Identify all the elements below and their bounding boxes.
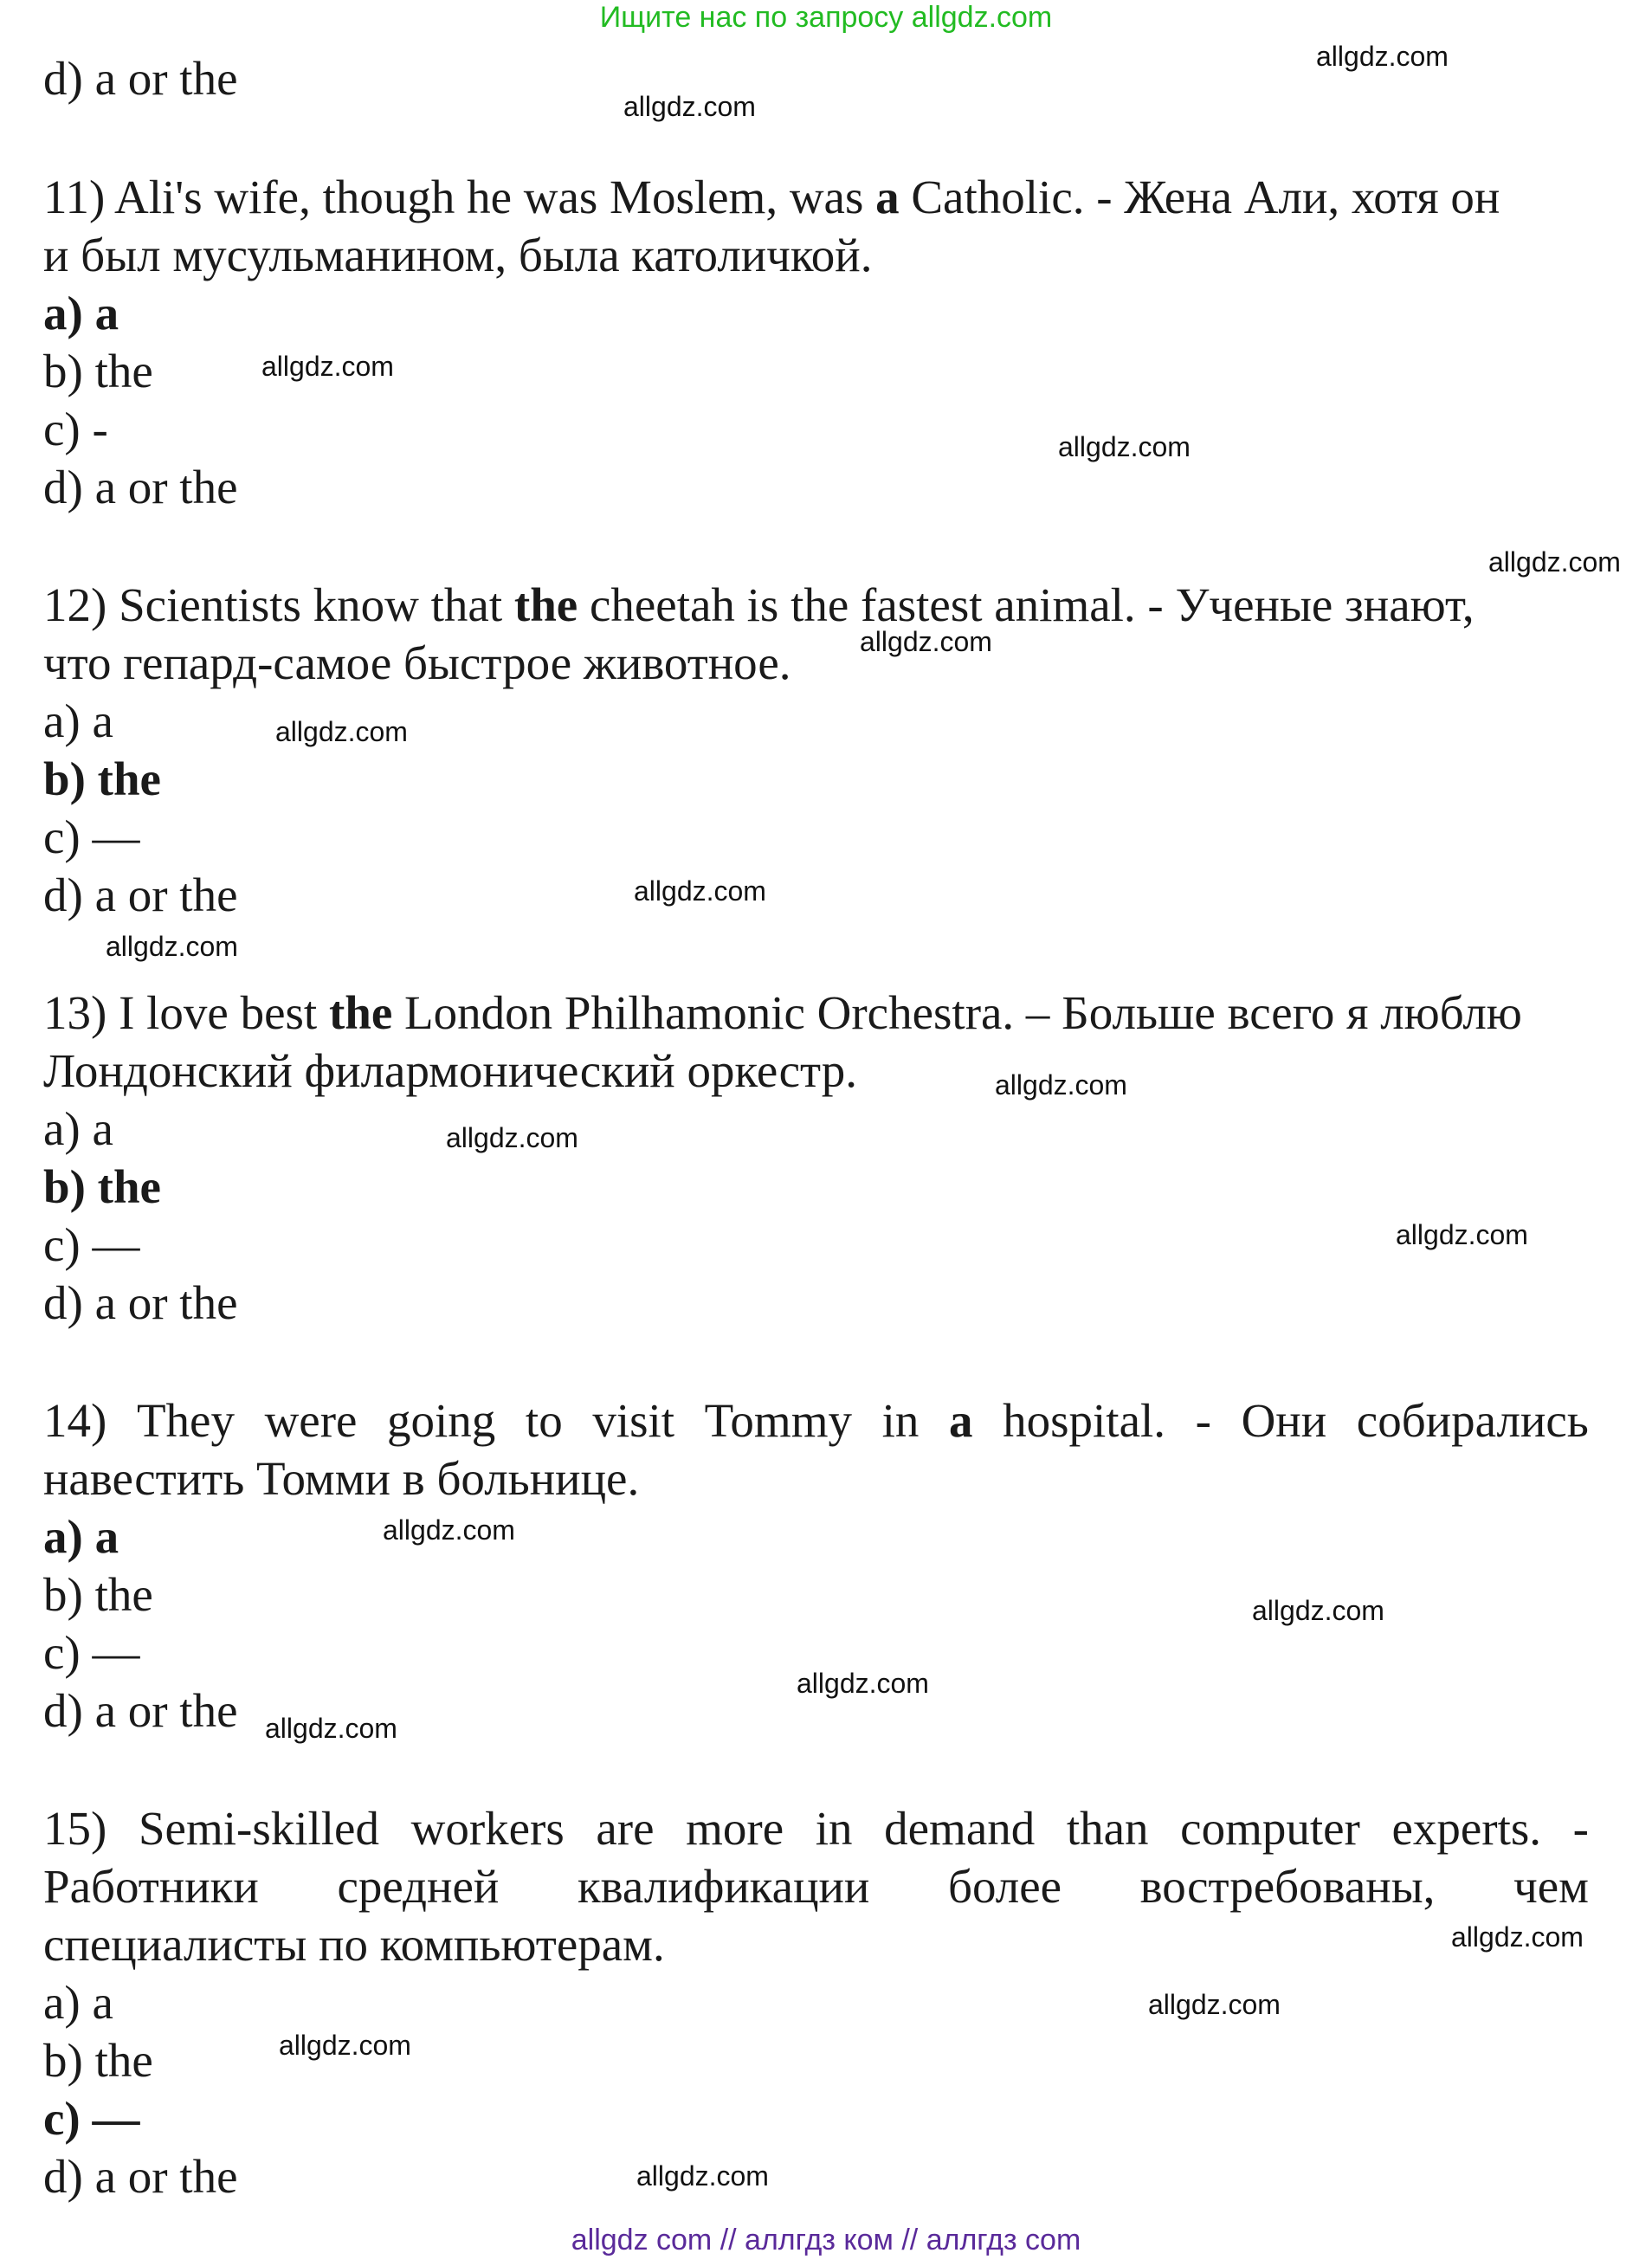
q13-option-c: c) — bbox=[43, 1218, 140, 1271]
question-15-line-1: 15) Semi-skilled workers are more in demand than computer experts. - bbox=[43, 1800, 1589, 1857]
question-11-line-1: 11) Ali's wife, though he was Moslem, was a Catholic. - Жена Али, хотя он bbox=[43, 171, 1500, 223]
watermark: allgdz.com bbox=[860, 626, 992, 657]
watermark: allgdz.com bbox=[1396, 1219, 1528, 1250]
answer-article: the bbox=[513, 578, 578, 631]
question-14-line-1: 14) They were going to visit Tommy in a hospital. - Они собирались bbox=[43, 1392, 1589, 1449]
watermark: allgdz.com bbox=[1451, 1921, 1584, 1953]
q15-option-a: a) a bbox=[43, 1976, 113, 2029]
watermark: allgdz.com bbox=[1316, 41, 1449, 72]
question-number: 12) bbox=[43, 578, 107, 631]
watermark: allgdz.com bbox=[1488, 546, 1621, 578]
question-13-line-1: 13) I love best the London Philhamonic Orchestra. – Больше всего я люблю bbox=[43, 986, 1522, 1039]
watermark: allgdz.com bbox=[634, 875, 766, 907]
watermark: allgdz.com bbox=[995, 1069, 1127, 1101]
answer-article: a bbox=[949, 1394, 973, 1447]
watermark: allgdz.com bbox=[265, 1713, 397, 1744]
question-number: 14) bbox=[43, 1394, 107, 1447]
q13-option-d: d) a or the bbox=[43, 1276, 238, 1329]
q12-option-b: b) the bbox=[43, 752, 161, 805]
q12-option-a: a) a bbox=[43, 694, 113, 747]
watermark: allgdz.com bbox=[636, 2160, 769, 2192]
q11-option-c: c) - bbox=[43, 403, 108, 455]
watermark: allgdz.com bbox=[797, 1668, 929, 1699]
question-number: 11) bbox=[43, 171, 106, 223]
q11-option-a: a) a bbox=[43, 287, 119, 339]
watermark: allgdz.com bbox=[261, 351, 394, 382]
q15-option-c: c) — bbox=[43, 2092, 140, 2145]
q15-option-d: d) a or the bbox=[43, 2150, 238, 2203]
watermark: allgdz.com bbox=[1058, 431, 1191, 462]
q13-option-b: b) the bbox=[43, 1160, 161, 1213]
q12-option-d: d) a or the bbox=[43, 868, 238, 921]
watermark: allgdz.com bbox=[446, 1122, 578, 1153]
q14-option-b: b) the bbox=[43, 1568, 153, 1621]
watermark: allgdz.com bbox=[106, 931, 238, 962]
q11-option-b: b) the bbox=[43, 345, 153, 397]
question-15-line-3: специалисты по компьютерам. bbox=[43, 1918, 665, 1971]
question-15-line-2: Работники средней квалификации более востребованы, чем bbox=[43, 1860, 1589, 1913]
watermark: allgdz.com bbox=[279, 2030, 411, 2061]
question-11-line-2: и был мусульманином, была католичкой. bbox=[43, 229, 873, 281]
q14-option-d: d) a or the bbox=[43, 1684, 238, 1737]
watermark: allgdz.com bbox=[383, 1514, 515, 1546]
watermark: allgdz.com bbox=[1148, 1989, 1281, 2020]
answer-article: a bbox=[875, 171, 900, 223]
question-13-line-2: Лондонский филармонический оркестр. bbox=[43, 1044, 857, 1097]
watermark: allgdz.com bbox=[623, 91, 756, 122]
prev-option-d: d) a or the bbox=[43, 52, 238, 105]
question-number: 13) bbox=[43, 986, 107, 1039]
q12-option-c: c) — bbox=[43, 810, 140, 863]
q13-option-a: a) a bbox=[43, 1102, 113, 1155]
question-12-line-2: что гепард-самое быстрое животное. bbox=[43, 636, 791, 689]
q14-option-c: c) — bbox=[43, 1626, 140, 1679]
watermark: allgdz.com bbox=[275, 716, 408, 747]
q14-option-a: a) a bbox=[43, 1510, 119, 1563]
question-14-line-2: навестить Томми в больнице. bbox=[43, 1452, 640, 1505]
answer-article: the bbox=[328, 986, 393, 1039]
footer-links: allgdz com // аллгдз ком // аллгдз com bbox=[571, 2224, 1081, 2256]
top-banner: Ищите нас по запросу allgdz.com bbox=[599, 1, 1053, 34]
q11-option-d: d) a or the bbox=[43, 461, 238, 513]
question-number: 15) bbox=[43, 1802, 107, 1855]
watermark: allgdz.com bbox=[1252, 1595, 1384, 1626]
q15-option-b: b) the bbox=[43, 2034, 153, 2087]
question-12-line-1: 12) Scientists know that the cheetah is the fastest animal. - Ученые знают, bbox=[43, 578, 1475, 631]
